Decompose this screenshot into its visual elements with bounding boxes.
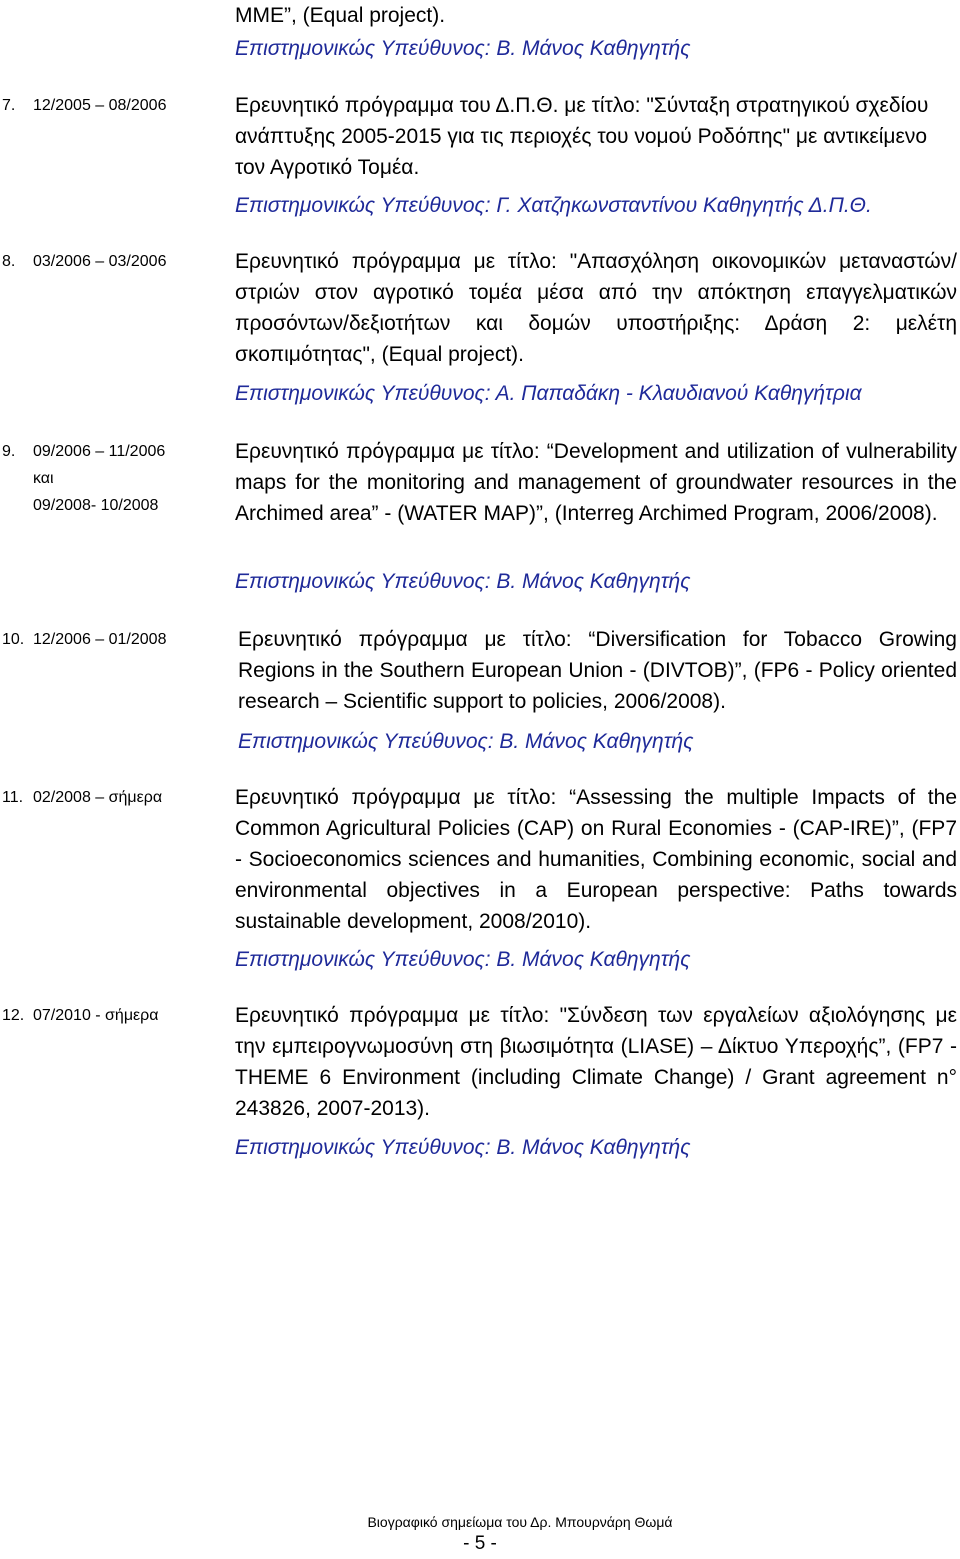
page-number: - 5 - [463, 1533, 497, 1554]
entry-dates: 03/2006 – 03/2006 [33, 253, 167, 270]
continuation-supervisor: Επιστημονικώς Υπεύθυνος: Β. Μάνος Καθηγητής [235, 37, 691, 60]
entry-number: 11. [2, 789, 24, 806]
entry-supervisor: Επιστημονικώς Υπεύθυνος: Α. Παπαδάκη - Κλαυδιανού Καθηγήτρια [235, 382, 862, 405]
footer-running-title: Βιογραφικό σημείωμα του Δρ. Μπουρνάρη Θωμά [367, 1514, 673, 1530]
entry-description: Ερευνητικό πρόγραμμα με τίτλο: "Σύνδεση των εργαλείων αξιολόγησης με την εμπειρογνωμοσύνη στη βιωσιμότητα (LIASE) – Δίκτυο Υπεροχής”, (FP7 - THEME 6 Environment (including Climate Change) / Grant agreement n° 243826, 2007-2013). [235, 1004, 957, 1120]
entry-description: Ερευνητικό πρόγραμμα με τίτλο: "Απασχόληση οικονομικών μεταναστών/στριών στον αγροτικό τομέα μέσα από την απόκτηση επαγγελματικών προσόντων/δεξιοτήτων και δομών υποστήριξης: Δράση 2: μελέτη σκοπιμότητας", (Equal project). [235, 250, 957, 366]
continuation-line: MME”, (Equal project). [235, 4, 446, 27]
entry-supervisor: Επιστημονικώς Υπεύθυνος: Β. Μάνος Καθηγητής [235, 948, 691, 971]
entry-dates-second: 09/2008- 10/2008 [33, 497, 159, 514]
entry-supervisor: Επιστημονικώς Υπεύθυνος: Β. Μάνος Καθηγητής [235, 570, 691, 593]
entry-dates: 12/2005 – 08/2006 [33, 97, 167, 114]
entry-description: Ερευνητικό πρόγραμμα του Δ.Π.Θ. με τίτλο: "Σύνταξη στρατηγικού σχεδίου ανάπτυξης 2005-2015 για τις περιοχές του νομού Ροδόπης" με αντικείμενο τον Αγροτικό Τομέα. [235, 94, 929, 179]
entry-dates-conjunction: και [33, 470, 54, 487]
entry-number: 12. [2, 1007, 25, 1024]
entry-dates: 12/2006 – 01/2008 [33, 631, 167, 648]
entry-supervisor: Επιστημονικώς Υπεύθυνος: Γ. Χατζηκωνσταντίνου Καθηγητής Δ.Π.Θ. [235, 194, 872, 217]
entry-description: Ερευνητικό πρόγραμμα με τίτλο: “Development and utilization of vulnerability maps for the monitoring and management of groundwater resources in the Archimed area” - (WATER MAP)”, (Interreg Archimed Program, 2006/2008). [235, 440, 957, 525]
entry-description: Ερευνητικό πρόγραμμα με τίτλο: “Assessing the multiple Impacts of the Common Agricultural Policies (CAP) on Rural Economies - (CAP-IRE)”, (FP7 - Socioeconomics sciences and humanities, Combining economic, social and environmental objectives in a European perspective: Paths towards sustainable development, 2008/2010). [235, 786, 957, 933]
entry-number: 8. [2, 253, 16, 270]
entry-description: Ερευνητικό πρόγραμμα με τίτλο: “Diversification for Tobacco Growing Regions in the Southern European Union - (DIVTOB)”, (FP6 - Policy oriented research – Scientific support to policies, 2006/2008). [238, 628, 957, 713]
entry-dates: 07/2010 - σήμερα [33, 1007, 159, 1024]
entry-number: 10. [2, 631, 25, 648]
entry-number: 7. [2, 97, 16, 114]
entry-supervisor: Επιστημονικώς Υπεύθυνος: Β. Μάνος Καθηγητής [235, 1136, 691, 1159]
entry-number: 9. [2, 443, 16, 460]
entry-dates: 02/2008 – σήμερα [33, 789, 163, 806]
entry-dates: 09/2006 – 11/2006 [33, 443, 166, 460]
entry-supervisor: Επιστημονικώς Υπεύθυνος: Β. Μάνος Καθηγητής [238, 730, 694, 753]
